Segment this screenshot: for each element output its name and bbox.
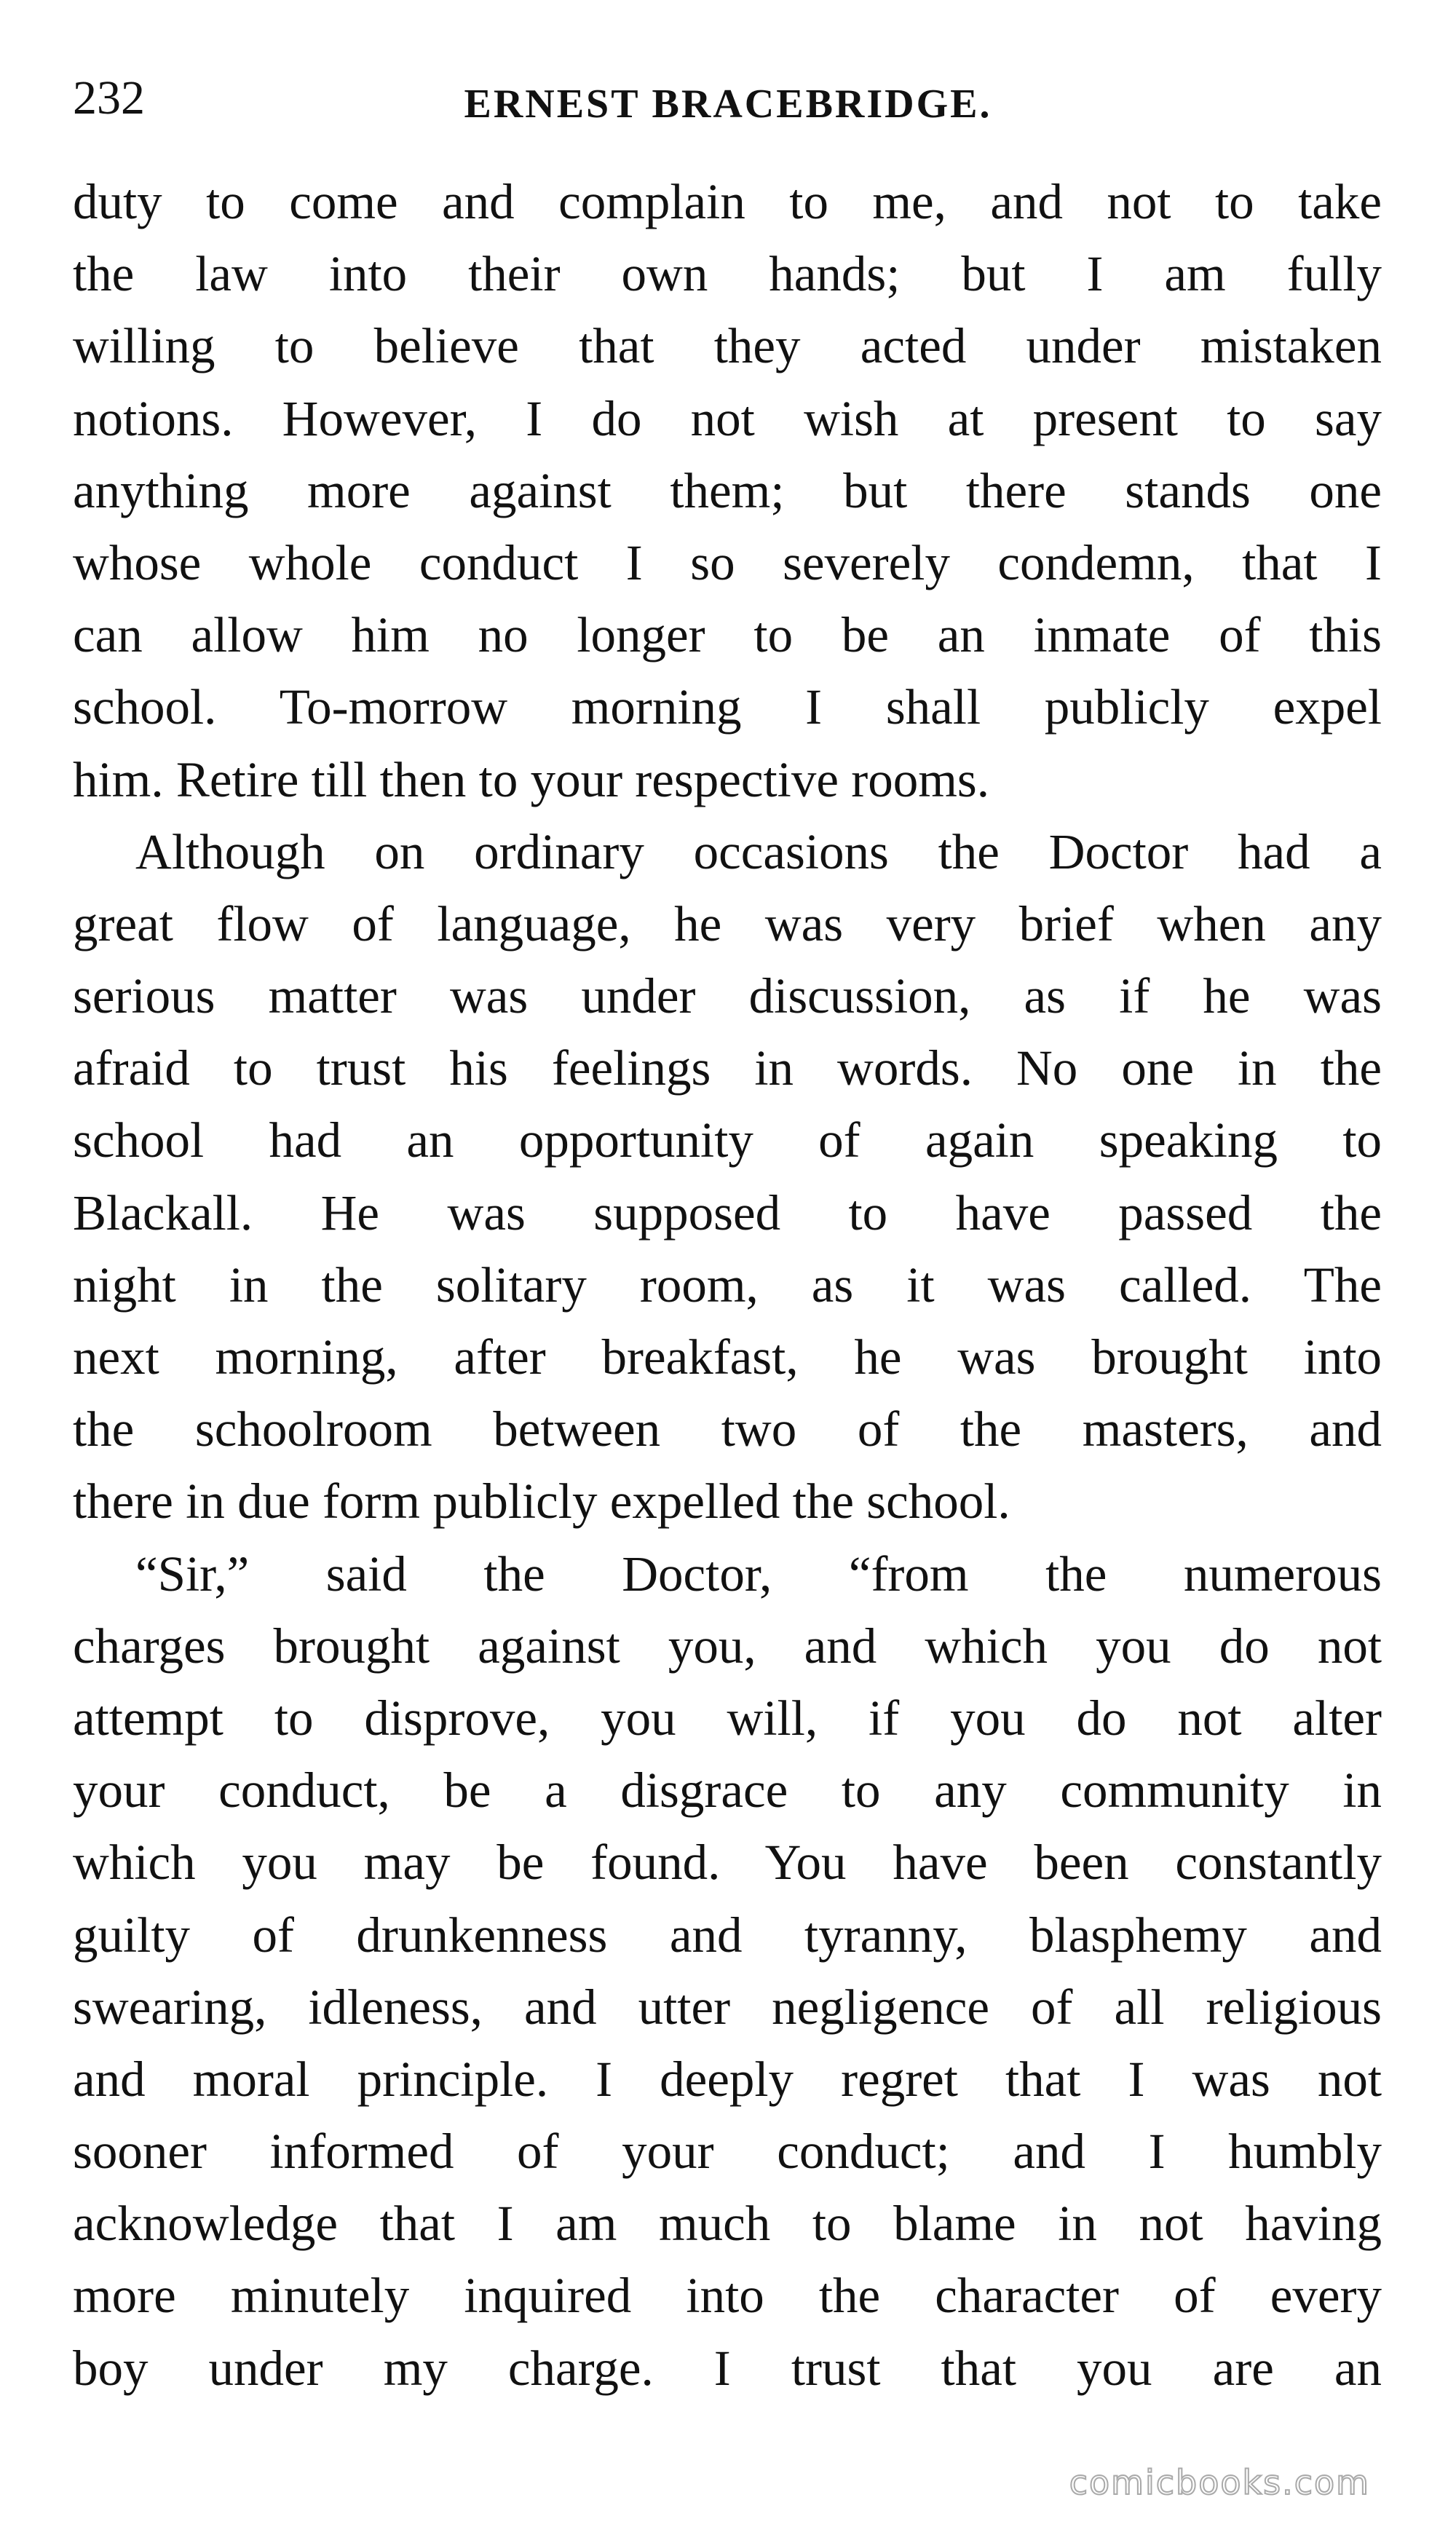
text-line: boy under my charge. I trust that you are an bbox=[73, 2340, 1382, 2396]
text-line: great flow of language, he was very brief when any bbox=[73, 895, 1382, 952]
text-line: “Sir,” said the Doctor, “from the numerous bbox=[135, 1546, 1382, 1602]
text-line: school. To-morrow morning I shall publicly expel bbox=[73, 679, 1382, 735]
text-line: next morning, after breakfast, he was brought into bbox=[73, 1329, 1382, 1385]
text-line: can allow him no longer to be an inmate of this bbox=[73, 607, 1382, 663]
text-line: night in the solitary room, as it was called. The bbox=[73, 1257, 1382, 1313]
text-line: notions. However, I do not wish at present to say bbox=[73, 390, 1382, 446]
text-line: more minutely inquired into the character of every bbox=[73, 2268, 1382, 2324]
text-line: guilty of drunkenness and tyranny, blasphemy and bbox=[73, 1907, 1382, 1963]
text-line: attempt to disprove, you will, if you do not alter bbox=[73, 1690, 1382, 1746]
text-line: willing to believe that they acted under mistaken bbox=[73, 318, 1382, 374]
body-text bbox=[73, 166, 1382, 2405]
page-number: 232 bbox=[73, 71, 145, 124]
text-line: sooner informed of your conduct; and I humbly bbox=[73, 2124, 1382, 2180]
text-line: charges brought against you, and which you do not bbox=[73, 1618, 1382, 1674]
text-line: whose whole conduct I so severely condemn, that I bbox=[73, 534, 1382, 590]
text-line: which you may be found. You have been constantly bbox=[73, 1835, 1382, 1891]
page-header bbox=[73, 66, 1383, 131]
text-line: school had an opportunity of again speaking to bbox=[73, 1112, 1382, 1168]
text-line: the law into their own hands; but I am fully bbox=[73, 246, 1382, 302]
text-line: afraid to trust his feelings in words. No one in the bbox=[73, 1040, 1382, 1096]
text-line: serious matter was under discussion, as if he was bbox=[73, 968, 1382, 1024]
text-line: there in due form publicly expelled the school. bbox=[73, 1473, 1010, 1530]
text-line: Blackall. He was supposed to have passed the bbox=[73, 1184, 1382, 1241]
text-line: duty to come and complain to me, and not to take bbox=[73, 174, 1382, 229]
text-line: anything more against them; but there stands one bbox=[73, 462, 1382, 518]
text-line: swearing, idleness, and utter negligence of all religious bbox=[73, 1979, 1382, 2035]
watermark-logo: comicbooks.com bbox=[1069, 2463, 1370, 2502]
text-line: Although on ordinary occasions the Doctor had a bbox=[135, 823, 1382, 879]
running-head: ERNEST BRACEBRIDGE. bbox=[464, 82, 992, 127]
text-line: the schoolroom between two of the masters, and bbox=[73, 1401, 1382, 1457]
text-line: and moral principle. I deeply regret that I was not bbox=[73, 2051, 1382, 2107]
text-line: your conduct, be a disgrace to any community in bbox=[73, 1762, 1382, 1819]
text-line: acknowledge that I am much to blame in not having bbox=[73, 2196, 1382, 2252]
text-line: him. Retire till then to your respective rooms. bbox=[73, 751, 989, 807]
